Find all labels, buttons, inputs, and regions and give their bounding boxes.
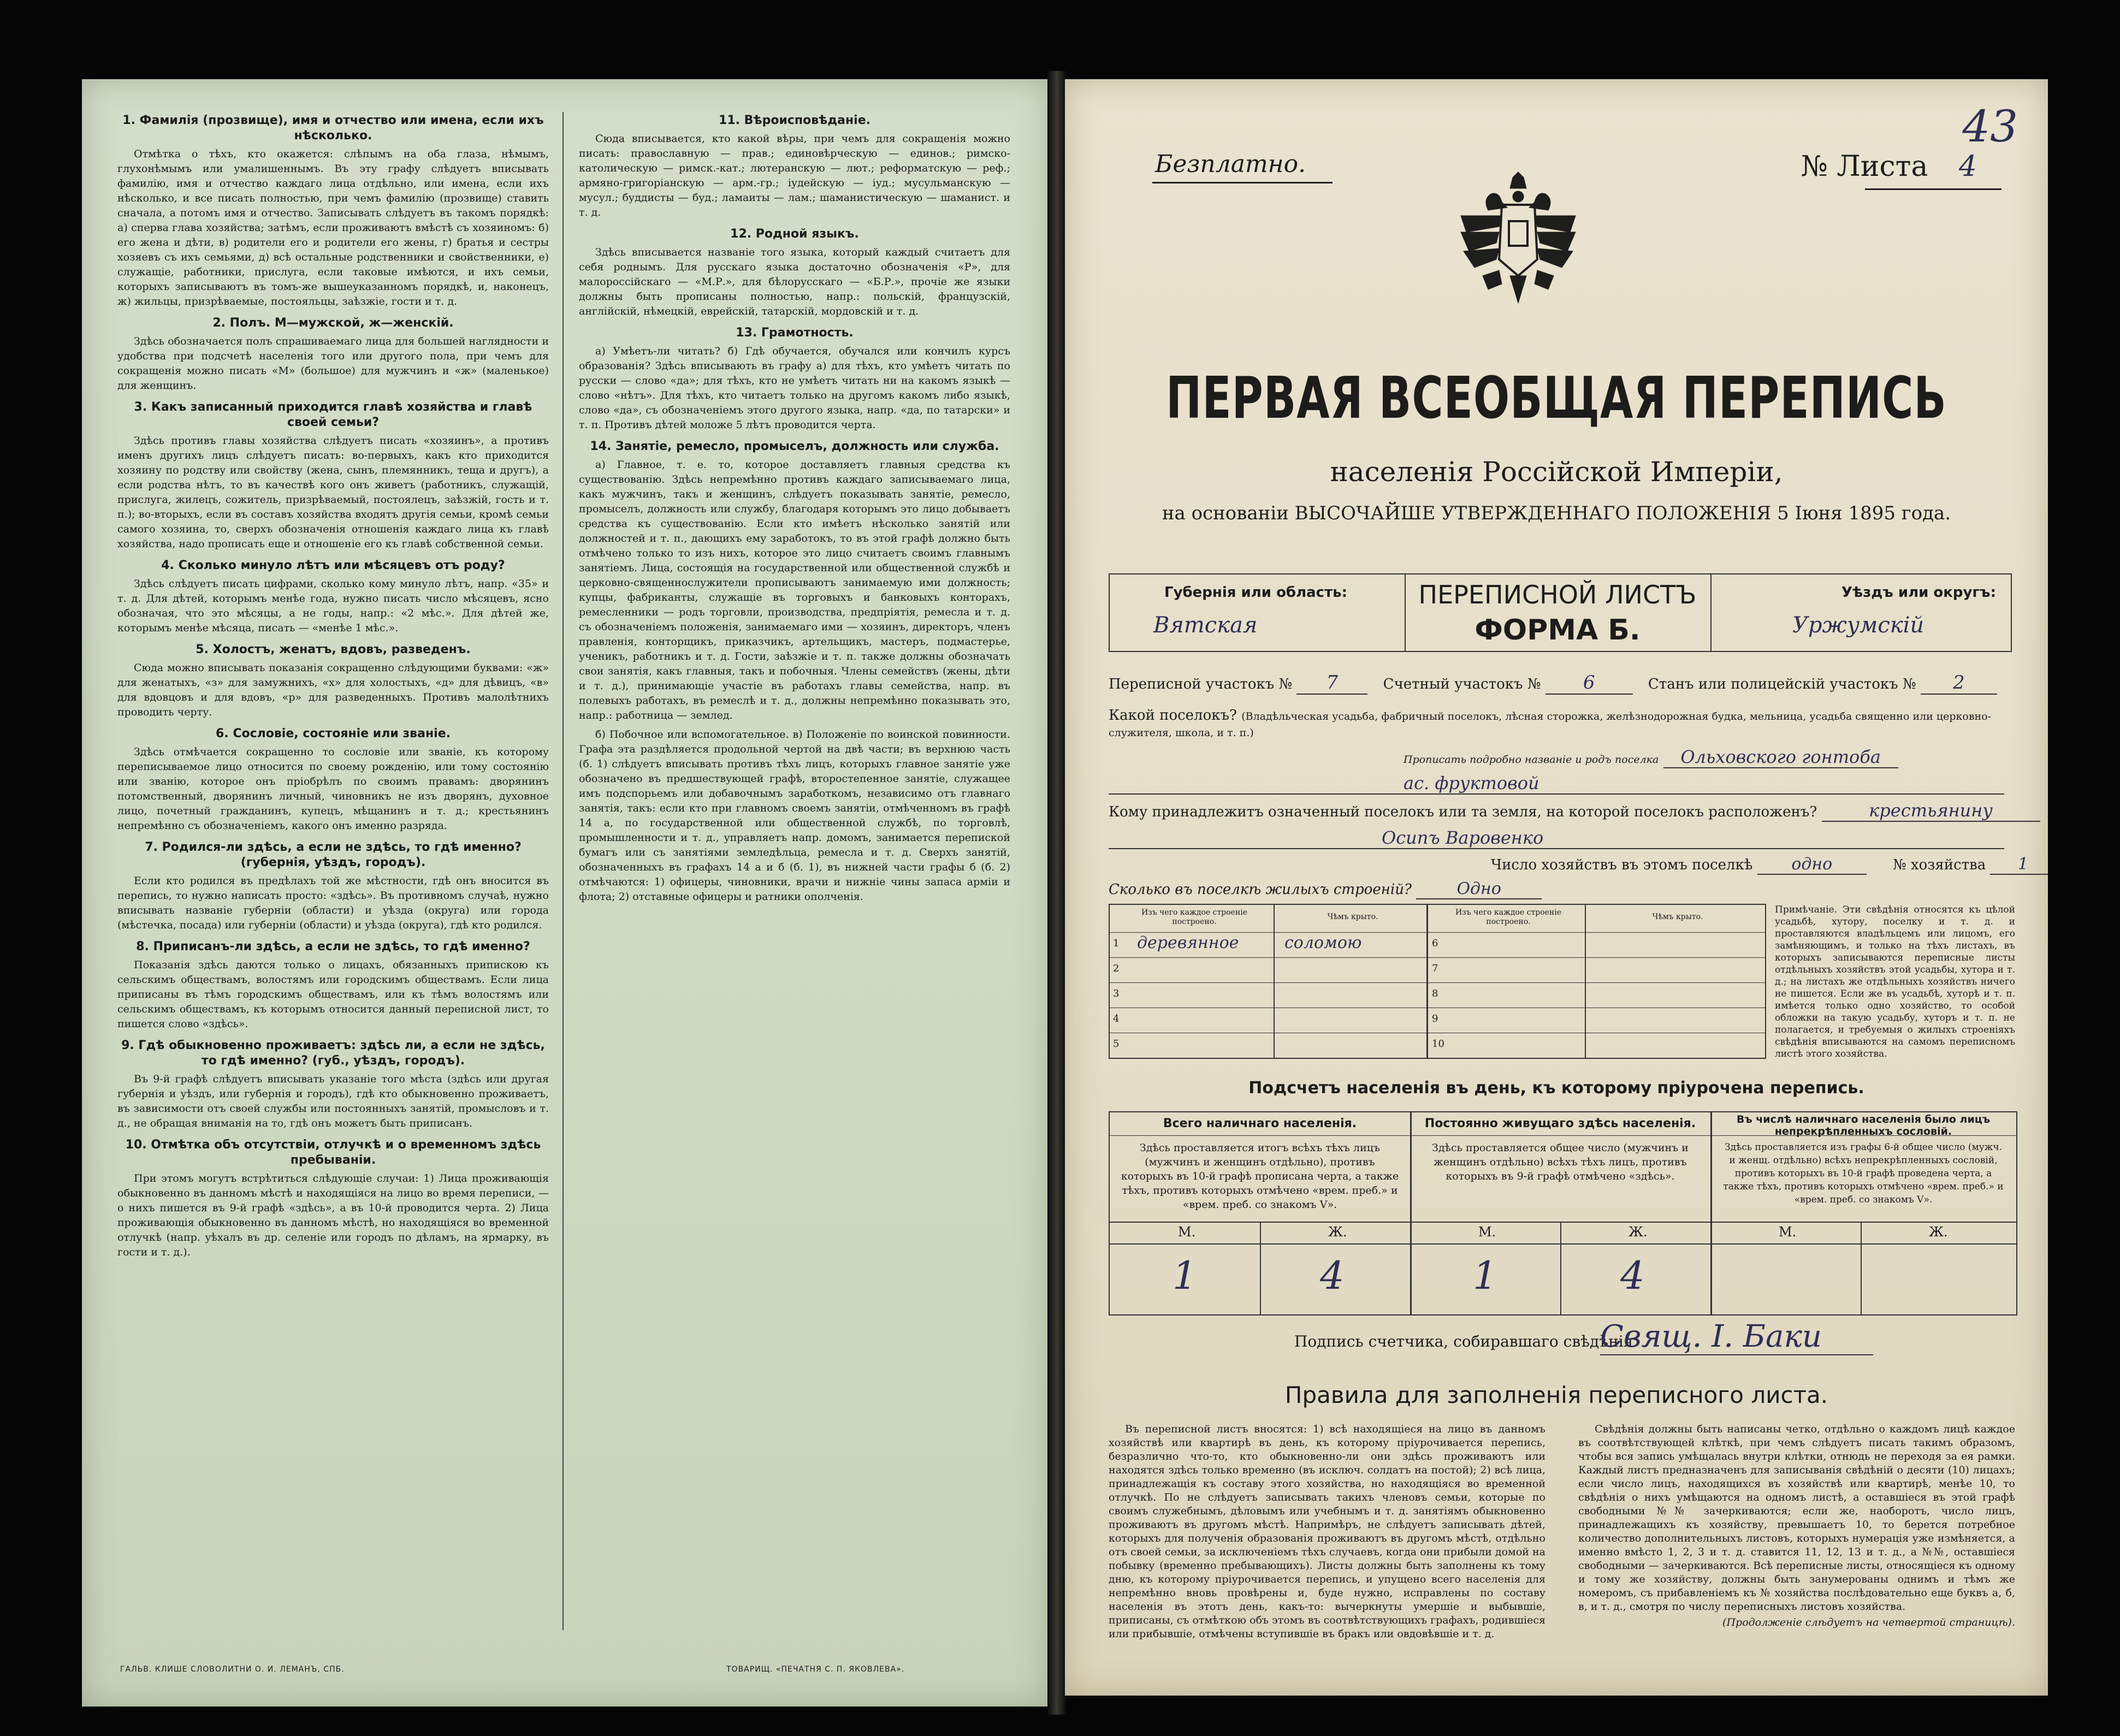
instruction-text: а) Главное, т. е. то, которое доставляетъ главныя средства къ существованію. Здѣсь непремѣнно противъ каждаго записываемаго лица, какъ мужчинъ, такъ и женщинъ, слѣдуетъ показывать занятіе, ремесло, промыселъ, должность или службу, благодаря которымъ это лицо добываетъ средства къ существованію. Если кто имѣетъ нѣсколько занятій или должностей и т. п., дающихъ ему заработокъ, то въ этой графѣ должно быть отмѣчено только то изъ нихъ, которое это лицо считаетъ своимъ главнымъ занятіемъ. Лица, состоящія на государственной или общественной службѣ и церковно-священнослужители прописываютъ занимаемую ими должность; купцы, фабриканты, служащіе въ торговыхъ и банковыхъ конторахъ, ремесленники — родъ торговли, производства, предпріятія, ремесла и т. д. съ обозначеніемъ положенія, занимаемаго ими — хозяинъ, директоръ, членъ правленія, конторщикъ, приказчикъ, артельщикъ, мастеръ, подмастерье, ученикъ, работникъ и т. д. Гости, заѣзжіе и т. п. также должны обозначать свои занятія, какъ главныя, такъ и побочныя. Члены семействъ (жены, дѣти и т. д.), принимающіе участіе въ работахъ главы семейства, напр. въ полевыхъ работахъ, въ ремеслѣ и т. д., должны непремѣнно показывать это, напр.: работница — землед.: [579, 459, 1010, 721]
table-divider: [1426, 905, 1428, 1058]
right-page-census-form: [1065, 79, 2048, 1696]
instruction-heading: 11. Вѣроисповѣданіе.: [719, 114, 870, 127]
imprint-right: ТОВАРИЩ. «ПЕЧАТНЯ С. П. ЯКОВЛЕВА».: [726, 1665, 905, 1674]
instruction-heading: 1. Фамилія (прозвище), имя и отчество или имена, если ихъ нѣсколько.: [122, 114, 544, 143]
total-population-description: Здѣсь проставляется итогъ всѣхъ тѣхъ лицъ (мужчинъ и женщинъ отдѣльно), противъ которыхъ въ 10-й графѣ прописана черта, а также тѣхъ, противъ которыхъ отмѣчено «врем. преб.» и «врем. преб. со знакомъ V».: [1121, 1142, 1399, 1211]
spine-fold: [1047, 71, 1066, 1715]
rules-column-1: [1109, 1423, 1545, 1641]
buildings-value: Одно: [1416, 879, 1542, 899]
households-label: Число хозяйствъ въ этомъ поселкѣ: [1491, 857, 1753, 873]
population-count-heading: Подсчетъ населенія въ день, къ которому пріурочена перепись.: [1248, 1079, 1864, 1098]
district-value: Уржумскій: [1792, 613, 1924, 638]
instruction-heading: 9. Гдѣ обыкновенно проживаетъ: здѣсь ли, а если не здѣсь, то гдѣ именно? (губ., уѣздъ, городъ).: [121, 1039, 545, 1068]
row-number: 5: [1113, 1038, 1120, 1050]
row-number: 1: [1113, 938, 1120, 949]
census-main-title: ПЕРВАЯ ВСЕОБЩАЯ ПЕРЕПИСЬ: [1166, 365, 1947, 432]
sheet-number-value: 4: [1958, 150, 1977, 183]
instruction-text: Показанія здѣсь даются только о лицахъ, обязанныхъ припискою къ сельскимъ обществамъ, волостямъ или городскимъ обществамъ. Если лица приписаны въ тѣмъ городскимъ обществамъ, или къ тѣмъ волостямъ или сельскимъ обществамъ, къ которымъ относится данный переписной лист, то пишется слово «здѣсь».: [117, 959, 549, 1030]
instruction-text: Здѣсь отмѣчается сокращенно то сословіе или званіе, къ которому переписываемое лицо относится по своему рожденію, или тому состоянію или званію, которое онъ пріобрѣлъ по своимъ правамъ: дворянинъ потомственный, дворянинъ личный, чиновникъ не изъ дворянъ, духовное лицо, почетный гражданинъ, купецъ, мѣщанинъ и т. д.; крестьянинъ непремѣнно съ обозначеніемъ, какого онъ именно разряда.: [117, 746, 549, 832]
permanent-population-header: Постоянно живущаго здѣсь населенія.: [1424, 1117, 1696, 1130]
instruction-heading: 12. Родной языкъ.: [730, 227, 859, 241]
total-male-count: 1: [1172, 1253, 1197, 1298]
instruction-text: Если кто родился въ предѣлахъ той же мѣстности, гдѣ онъ вносится въ перепись, то нужно написать просто: «здѣсь». Въ противномъ случаѣ, нужно вписывать названіе губерніи (области) и уѣзда (округа) или города (мѣстечка, посада) или губерніи (области) и уѣзда (округа), гдѣ кто родился.: [117, 875, 549, 931]
buildings-note: Примѣчаніе. Эти свѣдѣнія относятся къ цѣлой усадьбѣ, хутору, поселку и т. д. и проставляются владѣльцемъ или лицомъ, его замѣняющимъ, и только на тѣхъ листахъ, въ которыхъ записываются переписные листы отдѣльныхъ хозяйствъ этой усадьбы, хутора и т. д.; на листахъ же отдѣльныхъ хозяйствъ ничего не пишется. Если же въ усадьбѣ, хуторѣ и т. п. имѣется только одно хозяйство, то особой обложки на такую усадьбу, хуторъ и т. п. не полагается, и требуемыя о жилыхъ строеніяхъ свѣдѣнія вписываются на самомъ переписномъ листѣ этого хозяйства.: [1775, 904, 2015, 1059]
enumerator-signature: Свящ. І. Баки: [1600, 1319, 1873, 1355]
permanent-female-count: 4: [1620, 1253, 1645, 1298]
precinct-value: 7: [1296, 672, 1367, 695]
male-header: М.: [1478, 1224, 1496, 1240]
roof-header-2: Чѣмъ крыто.: [1652, 913, 1703, 921]
instructions-column-1: [117, 106, 549, 1641]
instruction-text: При этомъ могутъ встрѣтиться слѣдующіе случаи: 1) Лица проживающія обыкновенно въ данномъ мѣстѣ и находящіяся на лицо во время переписи, — о нихъ пишется въ 9-й графѣ «здѣсь», а въ 10-й проводится черта. 2) Лица проживающія обыкновенно въ данномъ мѣстѣ, но находящіяся во временной отлучкѣ (напр. уѣхалъ въ др. селеніе или городъ по дѣламъ, на ярмарку, въ гости и т. д.).: [117, 1172, 549, 1258]
rules-text: Свѣдѣнія должны быть написаны четко, отдѣльно о каждомъ лицѣ каждое въ соотвѣтствующей клѣткѣ, при чемъ слѣдуетъ писать такимъ образомъ, чтобы вся запись умѣщалась внутри клѣтки, отнюдь не переходя за ея рамки. Каждый листъ предназначенъ для записыванія свѣдѣній о десяти (10) лицахъ; если число лицъ, находящихся въ хозяйствѣ или квартирѣ, менѣе 10, то свѣдѣнія о нихъ умѣщаются на одномъ листѣ, а оставшіеся въ этой графѣ свободными №№ зачеркиваются; если же, наоборотъ, число лицъ, принадлежащихъ къ хозяйству, превышаетъ 10, то берется потребное количество дополнительныхъ листовъ, которыхъ нумерація уже измѣняется, а именно вмѣсто 1, 2, 3 и т. д. ставится 11, 12, 13 и т. д., а №№, оставшіеся свободными — зачеркиваются. Всѣ переписные листы, относящіеся къ одному и тому же хозяйству, должны быть занумерованы однимъ и тѣмъ же номеромъ, съ прибавленіемъ къ № хозяйства послѣдовательно еще буквъ а, б, в, и т. д., смотря по числу переписныхъ листовъ хозяйства.: [1578, 1423, 2015, 1613]
form-title: ПЕРЕПИСНОЙ ЛИСТЪ: [1418, 580, 1697, 609]
table-divider: [1274, 905, 1275, 1058]
households-value: одно: [1757, 855, 1867, 875]
buildings-label: Сколько въ поселкѣ жилыхъ строеній?: [1109, 881, 1412, 898]
row-number: 2: [1113, 963, 1120, 974]
signature-label: Подпись счетчика, собиравшаго свѣдѣнія: [1294, 1332, 1633, 1350]
permanent-population-description: Здѣсь проставляется общее число (мужчинъ и женщинъ отдѣльно) всѣхъ тѣхъ лицъ, противъ которыхъ въ 9-й графѣ отмѣчено «здѣсь».: [1432, 1142, 1689, 1182]
instruction-heading: 14. Занятіе, ремесло, промыселъ, должность или служба.: [590, 440, 999, 453]
precinct-row: [1109, 672, 2015, 695]
row-number: 3: [1113, 988, 1120, 999]
instruction-heading: 6. Сословіе, состояніе или званіе.: [216, 727, 451, 740]
settlement-note-2: Прописать подробно названіе и родъ поселка: [1404, 754, 1659, 766]
row-number: 9: [1432, 1013, 1438, 1024]
rules-heading: Правила для заполненія переписного листа.: [1284, 1382, 1828, 1408]
instruction-heading: 5. Холостъ, женатъ, вдовъ, разведенъ.: [196, 643, 471, 656]
row-number: 8: [1432, 988, 1438, 999]
sheet-number: [1801, 150, 1977, 183]
material-header-2: Изъ чего каждое строеніе построено.: [1455, 908, 1562, 926]
settlement-value-2: ас. фруктовой: [1109, 773, 2004, 795]
instruction-text: Здѣсь противъ главы хозяйства слѣдуетъ писать «хозяинъ», а противъ именъ другихъ лицъ слѣдуетъ писать: во-первыхъ, какъ кто приходится хозяину по родству или свойству (жена, сынъ, племянникъ, теща и другъ), а если родства нѣтъ, то въ качествѣ кого онъ живетъ (работникъ, служащій, прислуга, жилецъ, сожитель, призрѣваемый, постоялецъ, заѣзжій, гость и т. п.); во-вторыхъ, если въ составъ хозяйства входятъ другія семьи, кромѣ семьи самого хозяина, то, сверхъ обозначенія отношенія каждаго лица къ главѣ хозяйства, надо прописать еще и отношеніе его къ главѣ собственной семьи.: [117, 435, 549, 550]
household-number-value: 1: [1990, 855, 2048, 875]
material-header: Изъ чего каждое строеніе построено.: [1141, 908, 1248, 926]
row-number: 7: [1432, 963, 1438, 974]
district-label: Уѣздъ или округъ:: [1841, 584, 1996, 601]
male-header: М.: [1178, 1224, 1196, 1240]
instruction-text: Сюда вписывается, кто какой вѣры, при чемъ для сокращенія можно писать: православную — прав.; единовѣрческую — единов.; римско-католическую — римск.-кат.; лютеранскую — лют.; реформатскую — реф.; армяно-григоріанскую — арм.-гр.; іудейскую — іуд.; мусульманскую — мусул.; буддисты — буд.; ламаиты — лам.; шаманистическую — шаманист. и т. д.: [579, 133, 1010, 218]
instruction-heading: 3. Какъ записанный приходится главѣ хозяйства и главѣ своей семьи?: [134, 400, 532, 429]
instruction-text: Въ 9-й графѣ слѣдуетъ вписывать указаніе того мѣста (здѣсь или другая губернія и уѣздъ, или губернія и городъ), гдѣ кто обыкновенно проживаетъ, въ зависимости отъ своей службы или постоянныхъ занятій, промысловъ и т. д., не обращая вниманія на то, гдѣ онъ можетъ быть приписанъ.: [117, 1073, 549, 1129]
settlement-row: [1109, 707, 2015, 740]
census-regulation-line: на основаніи ВЫСОЧАЙШЕ УТВЕРЖДЕННАГО ПОЛОЖЕНІЯ 5 Іюня 1895 года.: [1162, 502, 1951, 524]
column-divider: [562, 112, 564, 1630]
buildings-row: [1109, 879, 2015, 899]
district-cell: [1710, 574, 2011, 651]
instruction-text: Здѣсь вписывается названіе того языка, который каждый считаетъ для себя роднымъ. Для русскаго языка достаточно обозначенія «Р», для малороссійскаго — «М.Р.», для бѣлорусскаго — «Б.Р.», прочіе же языки должны быть прописаны полностью, напр.: польскій, французскій, англійскій, нѣмецкій, еврейскій, татарскій, мордовскій и т. д.: [579, 246, 1010, 317]
unattached-classes-description: Здѣсь проставляется изъ графы 6-й общее число (мужч. и женщ. отдѣльно) всѣхъ непрекрѣпленныхъ сословій, противъ которыхъ въ 10-й графѣ проведена черта, а также тѣхъ, противъ которыхъ отмѣчено «врем. преб.» и «врем. преб. со знакомъ V».: [1723, 1142, 2004, 1205]
stan-label: Станъ или полицейскій участокъ №: [1648, 676, 1916, 692]
total-female-count: 4: [1320, 1253, 1345, 1298]
instruction-heading: 7. Родился-ли здѣсь, а если не здѣсь, то гдѣ именно? (губернія, уѣздъ, городъ).: [145, 840, 522, 869]
instruction-text: Здѣсь обозначается полъ спрашиваемаго лица для большей наглядности и удобства при подсчетѣ населенія того или другого пола, при чемъ для сокращенія можно писать «М» (большое) для мужчинъ и «ж» (маленькое) для женщинъ.: [117, 335, 549, 392]
province-cell: [1110, 574, 1406, 651]
female-header: Ж.: [1929, 1224, 1948, 1240]
settlement-name-row-2: [1109, 773, 2015, 795]
table-divider: [1585, 905, 1586, 1058]
left-page-instructions: [82, 79, 1049, 1707]
owner-label: Кому принадлежитъ означенный поселокъ или та земля, на которой поселокъ расположенъ?: [1109, 804, 1817, 820]
rules-column-2: [1578, 1423, 2015, 1630]
instruction-heading: 13. Грамотность.: [736, 326, 854, 340]
female-header: Ж.: [1629, 1224, 1648, 1240]
owner-row: [1109, 800, 2015, 822]
household-number-label: № хозяйства: [1893, 857, 1986, 873]
settlement-value: Ольховского гонтоба: [1663, 746, 1898, 768]
imprint-left: ГАЛЬВ. КЛИШЕ СЛОВОЛИТНИ О. И. ЛЕМАНЪ, СПБ.: [120, 1665, 345, 1674]
counting-value: 6: [1545, 672, 1633, 695]
instruction-text: Отмѣтка о тѣхъ, кто окажется: слѣпымъ на оба глаза, нѣмымъ, глухонѣмымъ или умалишеннымъ. Въ эту графу слѣдуетъ вписывать фамилію, имя и отчество каждаго лица отдѣльно, или имена, если ихъ нѣсколько, и все писать полностью, при чемъ фамилію (прозвище) ставить сначала, а потомъ имя и отчество. Записывать слѣдуетъ въ такомъ порядкѣ: а) сперва главa хозяйства; затѣмъ, если проживаютъ вмѣстѣ съ хозяиномъ: б) его жена и дѣти, в) родители его и родители его жены, г) братья и сестры хозяевъ съ ихъ семьями, д) всѣ остальные родственники и свойственники, е) служащіе, работники, прислуга, если таковые имѣются, и ихъ семьи, которыхъ записываютъ въ томъ-же вышеуказанномъ порядкѣ, и, наконецъ, ж) жильцы, призрѣваемые, постояльцы, заѣзжіе, гости и т. д.: [117, 148, 549, 307]
form-type: ФОРМА Б.: [1474, 614, 1641, 647]
settlement-name-row: [1109, 746, 2015, 768]
instruction-heading: 10. Отмѣтка объ отсутствіи, отлучкѣ и о временномъ здѣсь пребываніи.: [125, 1138, 541, 1167]
row-number: 4: [1113, 1013, 1120, 1024]
rules-continuation: (Продолженіе слѣдуетъ на четвертой страницѣ).: [1722, 1616, 2015, 1628]
rules-text: Въ переписной листъ вносятся: 1) всѣ находящіеся на лицо въ данномъ хозяйствѣ или квартирѣ въ день, къ которому пріурочивается перепись, безразлично что-то, кто обыкновенно-ли они здѣсь проживаютъ или находятся здѣсь только временно (въ исключ. солдатъ на постой); 2) всѣ лица, принадлежащія къ составу этого хозяйства, но находящіяся во временной отлучкѣ. По не слѣдуетъ записывать такихъ членовъ семьи, которые по своимъ служебнымъ, дѣловымъ или учебнымъ и т. д. занятіямъ обыкновенно проживаютъ въ другомъ мѣстѣ. Напримѣръ, не слѣдуетъ записывать дѣтей, которыхъ для полученія образованія проживаютъ въ другомъ мѣстѣ, отдѣльно отъ своей семьи, за исключеніемъ тѣхъ случаевъ, когда они прибыли домой на побывку (временно пребывающихъ). Листы должны быть заполнены къ тому дню, къ которому пріурочивается перепись, и упущено всего населенія для непремѣнно вновь провѣрены и, буде нужно, исправлены по составу населенія въ этотъ день, какъ-то: вычеркнуты умершіе и выбывшіе, приписаны, съ отмѣткою объ этомъ въ соотвѣтствующихъ графахъ, родившіеся или прибывшіе, отмѣчены вступившіе въ бракъ или овдовѣвшіе и т. д.: [1109, 1423, 1545, 1640]
building-roof-value: соломою: [1284, 933, 1362, 952]
instruction-text: Сюда можно вписывать показанія сокращенно слѣдующими буквами: «ж» для женатыхъ, «з» для замужнихъ, «х» для холостыхъ, «д» для дѣвицъ, «в» для вдовцовъ и для вдовъ, «р» для разведенныхъ. Противъ малолѣтнихъ проводить черту.: [117, 662, 549, 718]
sheet-number-label: № Листа: [1801, 150, 1928, 183]
archive-number: 43: [1962, 101, 2018, 152]
instructions-column-2: [579, 106, 1010, 1641]
instruction-heading: 8. Приписанъ-ли здѣсь, а если не здѣсь, то гдѣ именно?: [136, 940, 530, 953]
households-row: [1109, 855, 2029, 875]
stan-value: 2: [1921, 672, 1997, 695]
province-form-box: [1109, 573, 2012, 652]
counting-label: Счетный участокъ №: [1383, 676, 1541, 692]
unattached-classes-header: Въ числѣ наличнаго населенія было лицъ непрекрѣпленныхъ сословій.: [1736, 1113, 1991, 1137]
building-material-value: деревянное: [1137, 933, 1239, 952]
owner-value-2: Осипъ Варовенко: [1109, 827, 2004, 849]
buildings-table: [1109, 904, 1766, 1059]
province-label: Губернія или область:: [1164, 584, 1347, 601]
instruction-heading: 2. Полъ. М—мужской, ж—женскій.: [212, 316, 454, 330]
imperial-eagle-emblem-icon: [1450, 167, 1586, 314]
sheet-number-underline: [1865, 188, 2001, 190]
province-value: Вятская: [1153, 613, 1258, 638]
owner-row-2: [1109, 827, 2015, 849]
permanent-male-count: 1: [1473, 1253, 1497, 1298]
free-label-underline: [1152, 182, 1333, 183]
settlement-note: (Владѣльческая усадьба, фабричный поселокъ, лѣсная сторожка, желѣзнодорожная будка, мельница, усадьба священно или церковно-служителя, школа, и т. п.): [1109, 710, 1992, 739]
owner-value: крестьянину: [1822, 800, 2040, 822]
male-header: М.: [1779, 1224, 1797, 1240]
instruction-text: а) Умѣетъ-ли читать? б) Гдѣ обучается, обучался или кончилъ курсъ образованія? Здѣсь вписывають въ графу а) для тѣхъ, кто умѣетъ читать по русски — слово «да»; для тѣхъ, кто не умѣетъ читать ни на какомъ языкѣ — слово «нѣтъ». Для тѣхъ, кто читаетъ только на другомъ какомъ либо языкѣ, слово «да», съ обозначеніемъ этого другого языка, напр. «да, по татарски» и т. п. Противъ дѣтей моложе 5 лѣтъ проводится черта.: [579, 345, 1010, 431]
total-population-header: Всего наличнаго населенія.: [1163, 1117, 1357, 1130]
roof-header: Чѣмъ крыто.: [1327, 913, 1378, 921]
form-title-cell: [1405, 574, 1712, 651]
census-subtitle: населенія Россійской Имперіи,: [1330, 456, 1783, 488]
precinct-label: Переписной участокъ №: [1109, 676, 1293, 692]
instruction-heading: 4. Сколько минуло лѣтъ или мѣсяцевъ отъ роду?: [161, 559, 505, 572]
instruction-text: б) Побочное или вспомогательное. в) Положеніе по воинской повинности. Графа эта раздѣляется продольной чертой на двѣ части; въ верхнюю часть (б. 1) слѣдуетъ вписывать противъ тѣхъ лицъ, которыхъ главное занятіе уже обозначено въ предшествующей графѣ, второстепенное занятіе, служащее имъ подспорьемъ или добавочнымъ заработкомъ, независимо отъ главнаго занятія, такъ: если кто при главномъ своемъ занятіи, отмѣченномъ въ графѣ 14 а, по государственной или общественной службѣ, по торговлѣ, промышленности и т. д., управляетъ напр. домомъ, занимается перепиской бумагъ или съ занятіями земледѣльца, ремесла и т. д. Сверхъ занятій, обозначенныхъ въ графахъ 14 а и б (б. 1), въ нижней части графы б (б. 2) отмѣчаются: 1) офицеры, чиновники, врачи и нижніе чины запаса арміи и флота; 2) отставные офицеры и ратники ополченія.: [579, 728, 1010, 903]
row-number: 10: [1432, 1038, 1444, 1050]
population-count-table: [1109, 1111, 2017, 1316]
settlement-label: Какой поселокъ?: [1109, 707, 1237, 724]
row-number: 6: [1432, 938, 1438, 949]
free-label: Безплатно.: [1155, 150, 1306, 178]
instruction-text: Здѣсь слѣдуетъ писать цифрами, сколько кому минуло лѣтъ, напр. «35» и т. д. Для дѣтей, которымъ менѣе года, нужно писать число мѣсяцевъ, ясно обозначая, что это мѣсяцы, а не годы, напр.: «2 мѣс.». Для дѣтей же, которымъ менѣе мѣсяца, писать — «менѣе 1 мѣс.».: [117, 578, 549, 634]
female-header: Ж.: [1328, 1224, 1347, 1240]
table-rule: [1110, 932, 1765, 933]
